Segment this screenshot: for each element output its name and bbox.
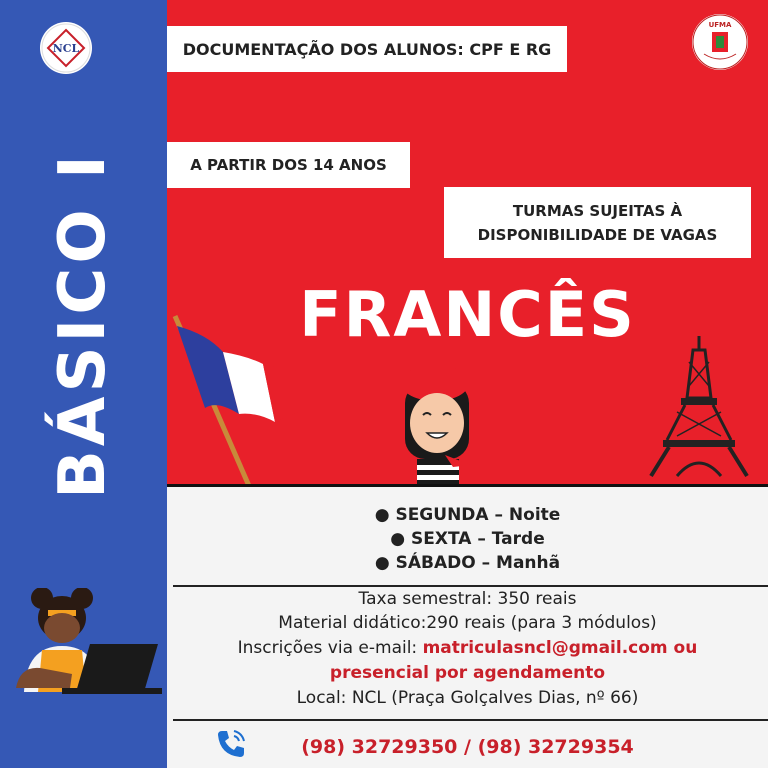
phone-numbers[interactable]: (98) 32729350 / (98) 32729354 — [301, 736, 634, 758]
divider — [173, 719, 768, 721]
vertical-course-level-title: BÁSICO I — [46, 151, 120, 499]
schedule-item: ● SEXTA – Tarde — [390, 529, 545, 549]
turmas-line-1: TURMAS SUJEITAS À — [512, 201, 683, 220]
fee-text: Taxa semestral: 350 reais — [358, 589, 577, 609]
ufma-logo — [692, 14, 748, 70]
schedule-day: SEGUNDA — [395, 505, 489, 525]
girl-with-beret-illustration — [393, 355, 481, 485]
inscricoes-email-link[interactable]: matriculasncl@gmail.com ou — [422, 638, 698, 658]
divider — [173, 585, 768, 587]
presencial-text: presencial por agendamento — [329, 663, 606, 683]
schedule-item: ● SÁBADO – Manhã — [374, 553, 561, 573]
french-flag-illustration — [167, 312, 327, 490]
schedule-item: ● SEGUNDA – Noite — [374, 505, 561, 525]
ncl-logo-text: NCL — [52, 42, 80, 55]
inscricoes-label: Inscrições via e-mail: — [237, 638, 423, 658]
ncl-logo — [40, 22, 92, 74]
inscricoes-line-2 — [167, 663, 768, 683]
turmas-line-2: DISPONIBILIDADE DE VAGAS — [477, 225, 718, 244]
eiffel-tower-illustration — [647, 336, 751, 478]
schedule-separator: – — [488, 505, 509, 525]
age-box: A PARTIR DOS 14 ANOS — [167, 142, 410, 188]
inscricoes-text — [167, 638, 768, 658]
schedule-day: SEXTA — [411, 529, 472, 549]
turmas-box — [444, 187, 751, 258]
schedule-period: Noite — [508, 505, 561, 525]
schedule-day: SÁBADO — [395, 553, 476, 573]
schedule-period: Tarde — [491, 529, 545, 549]
schedule-period: Manhã — [496, 553, 561, 573]
ufma-logo-text: UFMA — [708, 21, 732, 29]
schedule-separator: – — [471, 529, 492, 549]
main-title: FRANCÊS — [299, 278, 636, 351]
local-text: Local: NCL (Praça Golçalves Dias, nº 66) — [296, 688, 639, 708]
documentation-box: DOCUMENTAÇÃO DOS ALUNOS: CPF E RG — [167, 26, 567, 72]
student-with-laptop-illustration — [12, 588, 162, 696]
material-text: Material didático:290 reais (para 3 módulos) — [278, 613, 657, 633]
schedule-separator: – — [475, 553, 497, 573]
